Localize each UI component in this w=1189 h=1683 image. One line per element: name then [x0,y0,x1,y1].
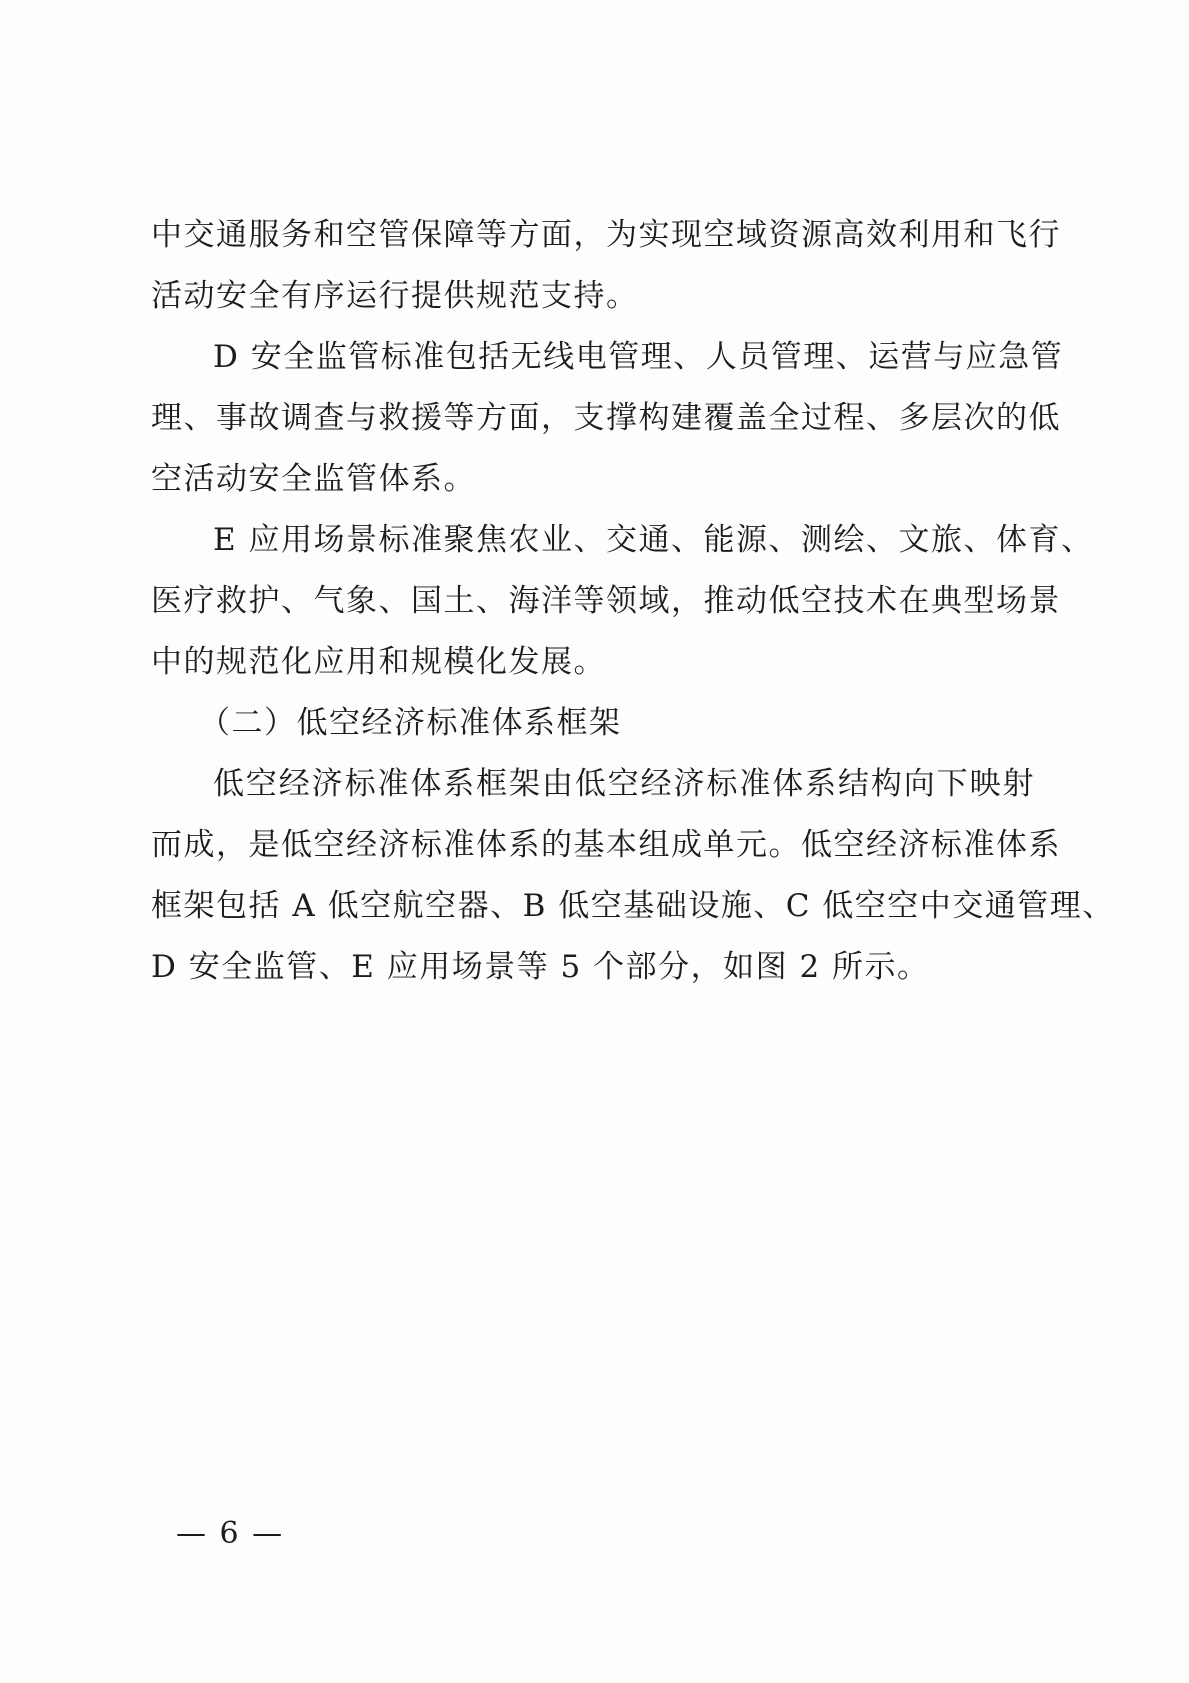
paragraph-application-scenarios [151,510,1094,693]
page-number: — 6 — [176,1516,285,1551]
text-line: 空活动安全监管体系。 [151,461,476,497]
document-body [151,205,1115,998]
text-line: 医疗救护、气象、国土、海洋等领域，推动低空技术在典型场景 [151,583,1061,619]
section-heading-text: （二）低空经济标准体系框架 [199,705,622,741]
text-line: D 安全监管、E 应用场景等 5 个部分，如图 2 所示。 [151,949,930,985]
paragraph-safety-supervision [151,327,1064,510]
text-line: E 应用场景标准聚焦农业、交通、能源、测绘、文旅、体育、 [213,522,1094,558]
paragraph-continuation [151,205,1061,327]
text-line: D 安全监管标准包括无线电管理、人员管理、运营与应急管 [213,339,1064,375]
text-line: 活动安全有序运行提供规范支持。 [151,278,639,314]
text-line: 低空经济标准体系框架由低空经济标准体系结构向下映射 [213,766,1035,802]
section-heading [151,693,1035,754]
text-line: 而成，是低空经济标准体系的基本组成单元。低空经济标准体系 [151,827,1061,863]
text-line: 中交通服务和空管保障等方面，为实现空域资源高效利用和飞行 [151,217,1061,253]
text-line: 中的规范化应用和规模化发展。 [151,644,606,680]
text-line: 框架包括 A 低空航空器、B 低空基础设施、C 低空空中交通管理、 [151,888,1115,924]
text-line: 理、事故调查与救援等方面，支撑构建覆盖全过程、多层次的低 [151,400,1061,436]
paragraph-framework [151,754,1115,998]
